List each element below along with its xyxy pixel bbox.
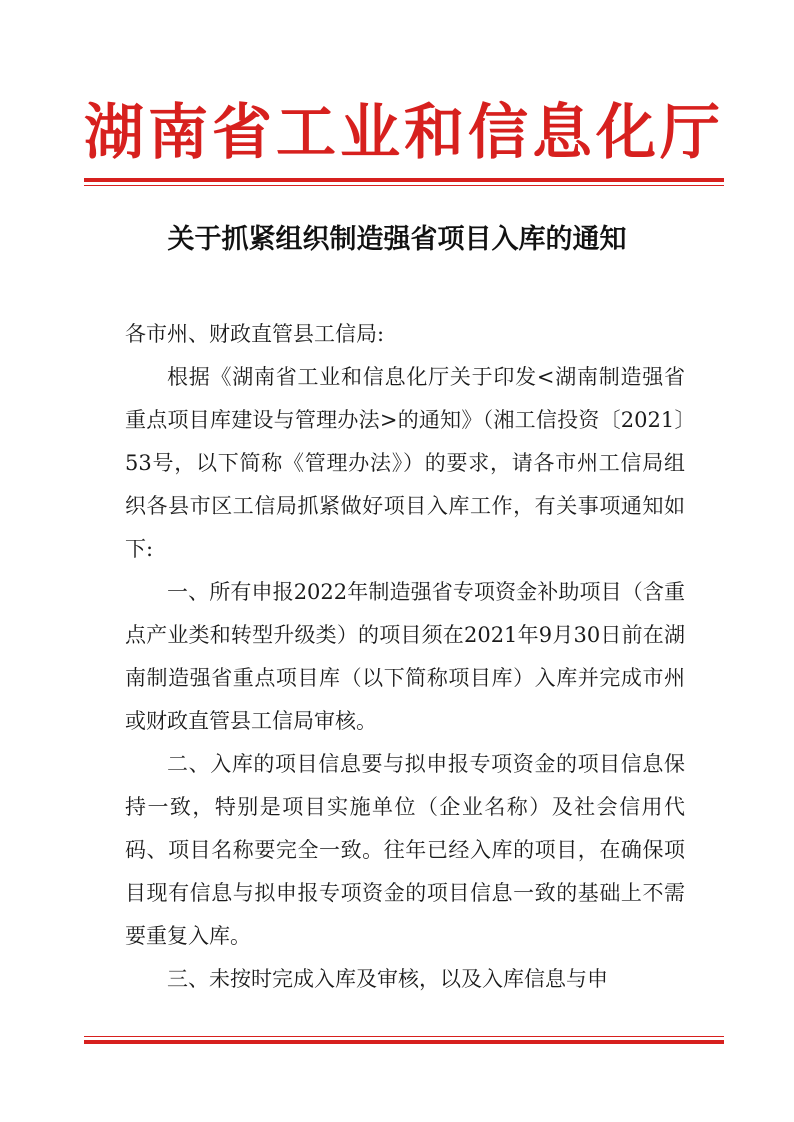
salutation: 各市州、财政直管县工信局:: [125, 322, 385, 346]
header-divider: [84, 178, 724, 186]
footer-divider: [84, 1036, 724, 1044]
document-header-organization: 湖南省工业和信息化厅: [84, 98, 724, 168]
document-title: 关于抓紧组织制造强省项目入库的通知: [167, 224, 627, 255]
paragraph: 一、所有申报2022年制造强省专项资金补助项目（含重点产业类和转型升级类）的项目须在2021年9月30日前在湖南制造强省重点项目库（以下简称项目库）入库并完成市州或财政直管县工信局审核。: [125, 580, 685, 733]
paragraph: 三、未按时完成入库及审核，以及入库信息与申: [167, 967, 608, 991]
paragraph: 根据《湖南省工业和信息化厅关于印发<湖南制造强省重点项目库建设与管理办法>的通知》（湘工信投资〔2021〕53号，以下简称《管理办法》）的要求，请各市州工信局组织各县市区工信局抓紧做好项目入库工作，有关事项通知如下:: [125, 365, 685, 561]
paragraph: 二、入库的项目信息要与拟申报专项资金的项目信息保持一致，特别是项目实施单位（企业名称）及社会信用代码、项目名称要完全一致。往年已经入库的项目，在确保项目现有信息与拟申报专项资金的项目信息一致的基础上不需要重复入库。: [125, 752, 685, 948]
document-body: [125, 313, 685, 1001]
